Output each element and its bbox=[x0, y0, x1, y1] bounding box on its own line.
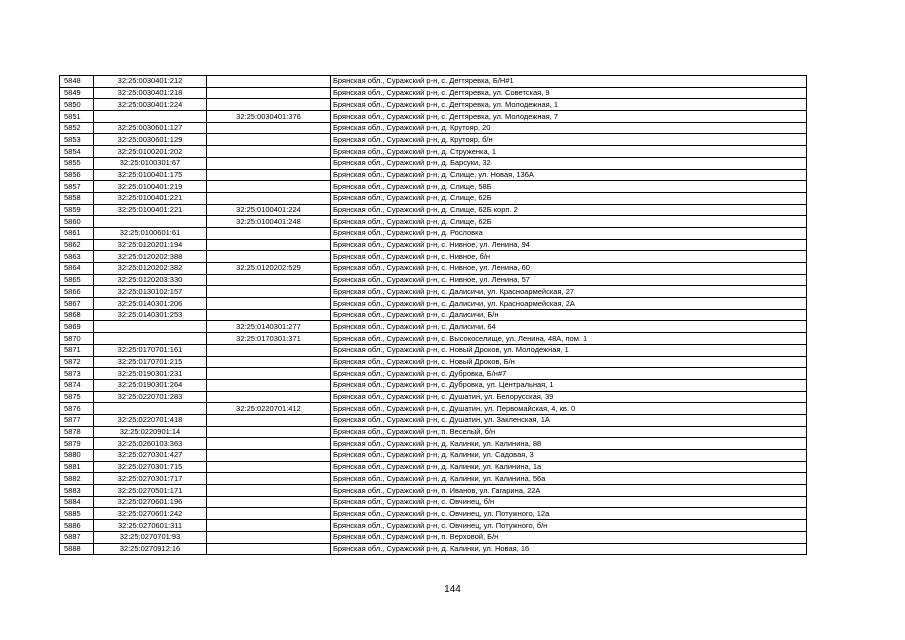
cell-cadastral-number: 32:25:0270301:715 bbox=[94, 461, 207, 473]
cell-cadastral-number bbox=[94, 333, 207, 345]
table-row bbox=[60, 99, 807, 111]
cell-row-number: 5860 bbox=[60, 216, 94, 228]
cell-cadastral-number-secondary bbox=[207, 239, 331, 251]
cell-address: Брянская обл., Суражский р-н, д. Слище, 62Б корп. 2 bbox=[331, 204, 807, 216]
cell-address: Брянская обл., Суражский р-н, с. Новый Дроков, Б/н bbox=[331, 356, 807, 368]
cell-address: Брянская обл., Суражский р-н, д. Барсуки, 32 bbox=[331, 157, 807, 169]
cell-address: Брянская обл., Суражский р-н, с. Дегтяревка, ул. Советская, 9 bbox=[331, 87, 807, 99]
cell-row-number: 5863 bbox=[60, 251, 94, 263]
cell-cadastral-number-secondary bbox=[207, 251, 331, 263]
cell-cadastral-number: 32:25:0030401:212 bbox=[94, 76, 207, 88]
cell-cadastral-number: 32:25:0170701:161 bbox=[94, 344, 207, 356]
cell-row-number: 5882 bbox=[60, 473, 94, 485]
cell-cadastral-number: 32:25:0260103:363 bbox=[94, 438, 207, 450]
cell-cadastral-number-secondary bbox=[207, 450, 331, 462]
cell-address: Брянская обл., Суражский р-н, с. Новый Дроков, ул. Молодежная, 1 bbox=[331, 344, 807, 356]
cell-cadastral-number: 32:25:0140301:253 bbox=[94, 309, 207, 321]
cell-address: Брянская обл., Суражский р-н, с. Далисичи, Б/н bbox=[331, 309, 807, 321]
cell-address: Брянская обл., Суражский р-н, д. Струженка, 1 bbox=[331, 146, 807, 158]
cell-cadastral-number: 32:25:0270301:717 bbox=[94, 473, 207, 485]
cell-address: Брянская обл., Суражский р-н, с. Душатин, ул. Белорусская, 39 bbox=[331, 391, 807, 403]
cell-cadastral-number-secondary bbox=[207, 344, 331, 356]
cell-cadastral-number-secondary bbox=[207, 157, 331, 169]
cell-cadastral-number-secondary: 32:25:0030401:376 bbox=[207, 111, 331, 123]
cell-row-number: 5880 bbox=[60, 450, 94, 462]
cell-cadastral-number: 32:25:0030401:218 bbox=[94, 87, 207, 99]
table-row bbox=[60, 87, 807, 99]
cell-address: Брянская обл., Суражский р-н, д. Слище, 62Б bbox=[331, 216, 807, 228]
cell-row-number: 5851 bbox=[60, 111, 94, 123]
cell-cadastral-number: 32:25:0100601:61 bbox=[94, 227, 207, 239]
cell-row-number: 5881 bbox=[60, 461, 94, 473]
cell-cadastral-number-secondary bbox=[207, 227, 331, 239]
table-row bbox=[60, 333, 807, 345]
cell-cadastral-number: 32:25:0190301:264 bbox=[94, 379, 207, 391]
table-row bbox=[60, 216, 807, 228]
cell-address: Брянская обл., Суражский р-н, с. Овчинец, б/н bbox=[331, 496, 807, 508]
cell-cadastral-number bbox=[94, 216, 207, 228]
cell-cadastral-number bbox=[94, 321, 207, 333]
cell-address: Брянская обл., Суражский р-н, с. Овчинец, ул. Потужного, 12а bbox=[331, 508, 807, 520]
table-row bbox=[60, 496, 807, 508]
cell-row-number: 5884 bbox=[60, 496, 94, 508]
cell-row-number: 5877 bbox=[60, 414, 94, 426]
cell-cadastral-number: 32:25:0120203:330 bbox=[94, 274, 207, 286]
cell-cadastral-number-secondary bbox=[207, 99, 331, 111]
cell-cadastral-number-secondary bbox=[207, 543, 331, 555]
cell-address: Брянская обл., Суражский р-н, д. Слище, 62Б bbox=[331, 192, 807, 204]
cell-cadastral-number-secondary bbox=[207, 122, 331, 134]
table-row bbox=[60, 239, 807, 251]
cell-cadastral-number: 32:25:0100401:221 bbox=[94, 192, 207, 204]
cell-cadastral-number-secondary bbox=[207, 356, 331, 368]
table-row bbox=[60, 473, 807, 485]
cell-cadastral-number-secondary bbox=[207, 520, 331, 532]
table-row bbox=[60, 192, 807, 204]
cell-row-number: 5859 bbox=[60, 204, 94, 216]
cell-address: Брянская обл., Суражский р-н, д. Слище, ул. Новая, 136А bbox=[331, 169, 807, 181]
cell-cadastral-number-secondary bbox=[207, 298, 331, 310]
cell-cadastral-number: 32:25:0100401:175 bbox=[94, 169, 207, 181]
cell-row-number: 5853 bbox=[60, 134, 94, 146]
cell-cadastral-number-secondary bbox=[207, 426, 331, 438]
table-row bbox=[60, 508, 807, 520]
cell-cadastral-number: 32:25:0140301:206 bbox=[94, 298, 207, 310]
cell-cadastral-number-secondary bbox=[207, 368, 331, 380]
cell-cadastral-number-secondary: 32:25:0140301:277 bbox=[207, 321, 331, 333]
table-row bbox=[60, 450, 807, 462]
cell-address: Брянская обл., Суражский р-н, п. Верховой, Б/н bbox=[331, 531, 807, 543]
cell-row-number: 5874 bbox=[60, 379, 94, 391]
cell-cadastral-number-secondary bbox=[207, 274, 331, 286]
table-row bbox=[60, 391, 807, 403]
cell-row-number: 5873 bbox=[60, 368, 94, 380]
cell-row-number: 5887 bbox=[60, 531, 94, 543]
cadastral-table bbox=[59, 75, 807, 555]
cell-address: Брянская обл., Суражский р-н, с. Дегтяревка, ул. Молодежная, 1 bbox=[331, 99, 807, 111]
cell-address: Брянская обл., Суражский р-н, с. Нивное, б/н bbox=[331, 251, 807, 263]
table-body bbox=[60, 76, 807, 555]
cell-address: Брянская обл., Суражский р-н, с. Душатин, ул. Закленская, 1А bbox=[331, 414, 807, 426]
table-row bbox=[60, 298, 807, 310]
cell-row-number: 5869 bbox=[60, 321, 94, 333]
cell-cadastral-number-secondary bbox=[207, 286, 331, 298]
cell-address: Брянская обл., Суражский р-н, д. Рословка bbox=[331, 227, 807, 239]
cell-address: Брянская обл., Суражский р-н, д. Калинки, ул. Садовая, 3 bbox=[331, 450, 807, 462]
table-row bbox=[60, 146, 807, 158]
table-row bbox=[60, 344, 807, 356]
cell-address: Брянская обл., Суражский р-н, с. Нивное, ул. Ленина, 57 bbox=[331, 274, 807, 286]
cell-cadastral-number-secondary bbox=[207, 473, 331, 485]
cell-address: Брянская обл., Суражский р-н, с. Дубровка, ул. Центральная, 1 bbox=[331, 379, 807, 391]
cell-cadastral-number-secondary bbox=[207, 414, 331, 426]
table-row bbox=[60, 263, 807, 275]
cell-cadastral-number bbox=[94, 111, 207, 123]
cell-address: Брянская обл., Суражский р-н, д. Калинки, ул. Калинина, 1а bbox=[331, 461, 807, 473]
cell-cadastral-number: 32:25:0100301:67 bbox=[94, 157, 207, 169]
cell-row-number: 5885 bbox=[60, 508, 94, 520]
cell-address: Брянская обл., Суражский р-н, с. Далисичи, ул. Красноармейская, 27 bbox=[331, 286, 807, 298]
cell-cadastral-number: 32:25:0270601:196 bbox=[94, 496, 207, 508]
cell-cadastral-number-secondary bbox=[207, 181, 331, 193]
cell-cadastral-number-secondary bbox=[207, 192, 331, 204]
cell-cadastral-number: 32:25:0220701:418 bbox=[94, 414, 207, 426]
cell-cadastral-number-secondary bbox=[207, 169, 331, 181]
table-row bbox=[60, 274, 807, 286]
cell-cadastral-number: 32:25:0120201:194 bbox=[94, 239, 207, 251]
cell-address: Брянская обл., Суражский р-н, с. Нивное, ул. Ленина, 94 bbox=[331, 239, 807, 251]
cell-cadastral-number: 32:25:0270501:171 bbox=[94, 485, 207, 497]
cell-cadastral-number-secondary bbox=[207, 531, 331, 543]
cell-address: Брянская обл., Суражский р-н, п. Веселый, б/н bbox=[331, 426, 807, 438]
table-row bbox=[60, 227, 807, 239]
cell-row-number: 5883 bbox=[60, 485, 94, 497]
cell-cadastral-number-secondary bbox=[207, 461, 331, 473]
table-row bbox=[60, 520, 807, 532]
cell-address: Брянская обл., Суражский р-н, д. Калинки, ул. Калинина, 88 bbox=[331, 438, 807, 450]
cell-row-number: 5862 bbox=[60, 239, 94, 251]
cell-address: Брянская обл., Суражский р-н, с. Высокоселище, ул. Ленина, 48А, пом. 1 bbox=[331, 333, 807, 345]
cell-row-number: 5888 bbox=[60, 543, 94, 555]
table-row bbox=[60, 204, 807, 216]
table-row bbox=[60, 157, 807, 169]
cell-row-number: 5872 bbox=[60, 356, 94, 368]
cell-cadastral-number-secondary bbox=[207, 391, 331, 403]
cell-row-number: 5857 bbox=[60, 181, 94, 193]
cell-address: Брянская обл., Суражский р-н, с. Дегтяревка, Б/Н#1 bbox=[331, 76, 807, 88]
cell-row-number: 5849 bbox=[60, 87, 94, 99]
table-row bbox=[60, 309, 807, 321]
cell-cadastral-number-secondary: 32:25:0170301:371 bbox=[207, 333, 331, 345]
cell-address: Брянская обл., Суражский р-н, с. Нивное, ул. Ленина, 60 bbox=[331, 263, 807, 275]
table-row bbox=[60, 356, 807, 368]
cell-cadastral-number: 32:25:0220901:14 bbox=[94, 426, 207, 438]
cell-address: Брянская обл., Суражский р-н, с. Дегтяревка, ул. Молодежная, 7 bbox=[331, 111, 807, 123]
cell-cadastral-number-secondary bbox=[207, 309, 331, 321]
cell-address: Брянская обл., Суражский р-н, с. Дубровка, Б/н#7 bbox=[331, 368, 807, 380]
table-row bbox=[60, 414, 807, 426]
cell-row-number: 5876 bbox=[60, 403, 94, 415]
cell-cadastral-number: 32:25:0270912:16 bbox=[94, 543, 207, 555]
table-row bbox=[60, 531, 807, 543]
cell-cadastral-number-secondary bbox=[207, 508, 331, 520]
page-number: 144 bbox=[444, 584, 461, 595]
cell-cadastral-number-secondary bbox=[207, 485, 331, 497]
cell-row-number: 5868 bbox=[60, 309, 94, 321]
cell-address: Брянская обл., Суражский р-н, с. Далисичи, 64 bbox=[331, 321, 807, 333]
cell-cadastral-number-secondary bbox=[207, 76, 331, 88]
cell-cadastral-number bbox=[94, 403, 207, 415]
cell-address: Брянская обл., Суражский р-н, д. Крутояр, б/н bbox=[331, 134, 807, 146]
cell-cadastral-number: 32:25:0270601:311 bbox=[94, 520, 207, 532]
cell-cadastral-number-secondary bbox=[207, 134, 331, 146]
cell-cadastral-number: 32:25:0130102:157 bbox=[94, 286, 207, 298]
table-row bbox=[60, 181, 807, 193]
cell-row-number: 5855 bbox=[60, 157, 94, 169]
cell-cadastral-number: 32:25:0100201:202 bbox=[94, 146, 207, 158]
table-row bbox=[60, 286, 807, 298]
table-row bbox=[60, 368, 807, 380]
table-row bbox=[60, 485, 807, 497]
table-row bbox=[60, 379, 807, 391]
cell-cadastral-number: 32:25:0030601:127 bbox=[94, 122, 207, 134]
table-row bbox=[60, 134, 807, 146]
cell-row-number: 5864 bbox=[60, 263, 94, 275]
cell-row-number: 5850 bbox=[60, 99, 94, 111]
cell-cadastral-number: 32:25:0220701:283 bbox=[94, 391, 207, 403]
cell-row-number: 5848 bbox=[60, 76, 94, 88]
cell-cadastral-number: 32:25:0030601:129 bbox=[94, 134, 207, 146]
cell-cadastral-number: 32:25:0100401:221 bbox=[94, 204, 207, 216]
table-row bbox=[60, 426, 807, 438]
cell-cadastral-number: 32:25:0190301:231 bbox=[94, 368, 207, 380]
cell-row-number: 5852 bbox=[60, 122, 94, 134]
cell-address: Брянская обл., Суражский р-н, с. Далисичи, ул. Красноармейская, 2А bbox=[331, 298, 807, 310]
cell-row-number: 5871 bbox=[60, 344, 94, 356]
cell-row-number: 5856 bbox=[60, 169, 94, 181]
cell-cadastral-number: 32:25:0270601:242 bbox=[94, 508, 207, 520]
cell-cadastral-number-secondary bbox=[207, 438, 331, 450]
cell-row-number: 5865 bbox=[60, 274, 94, 286]
cell-row-number: 5886 bbox=[60, 520, 94, 532]
cell-row-number: 5866 bbox=[60, 286, 94, 298]
cell-row-number: 5854 bbox=[60, 146, 94, 158]
cell-address: Брянская обл., Суражский р-н, д. Калинки, ул. Калинина, 56а bbox=[331, 473, 807, 485]
table-row bbox=[60, 403, 807, 415]
cell-cadastral-number: 32:25:0120202:382 bbox=[94, 263, 207, 275]
cell-row-number: 5879 bbox=[60, 438, 94, 450]
cell-cadastral-number: 32:25:0270301:427 bbox=[94, 450, 207, 462]
cell-row-number: 5875 bbox=[60, 391, 94, 403]
table-row bbox=[60, 122, 807, 134]
table-row bbox=[60, 169, 807, 181]
table-row bbox=[60, 76, 807, 88]
table-row bbox=[60, 321, 807, 333]
cell-cadastral-number-secondary: 32:25:0100401:248 bbox=[207, 216, 331, 228]
cell-address: Брянская обл., Суражский р-н, п. Иванов, ул. Гагарина, 22А bbox=[331, 485, 807, 497]
cell-row-number: 5867 bbox=[60, 298, 94, 310]
cell-row-number: 5858 bbox=[60, 192, 94, 204]
cell-cadastral-number: 32:25:0270701:93 bbox=[94, 531, 207, 543]
cell-address: Брянская обл., Суражский р-н, с. Овчинец, ул. Потужного, б/н bbox=[331, 520, 807, 532]
table-row bbox=[60, 111, 807, 123]
cell-cadastral-number-secondary bbox=[207, 146, 331, 158]
table-row bbox=[60, 438, 807, 450]
cell-cadastral-number: 32:25:0170701:215 bbox=[94, 356, 207, 368]
cell-row-number: 5870 bbox=[60, 333, 94, 345]
cell-cadastral-number-secondary bbox=[207, 379, 331, 391]
table-row bbox=[60, 251, 807, 263]
cell-cadastral-number: 32:25:0030401:224 bbox=[94, 99, 207, 111]
table-row bbox=[60, 543, 807, 555]
cell-cadastral-number-secondary bbox=[207, 496, 331, 508]
cell-row-number: 5878 bbox=[60, 426, 94, 438]
cell-cadastral-number-secondary: 32:25:0100401:224 bbox=[207, 204, 331, 216]
cell-cadastral-number: 32:25:0100401:219 bbox=[94, 181, 207, 193]
cell-cadastral-number-secondary: 32:25:0220701:412 bbox=[207, 403, 331, 415]
cell-address: Брянская обл., Суражский р-н, с. Душатин, ул. Первомайская, 4, кв. 0 bbox=[331, 403, 807, 415]
cell-cadastral-number: 32:25:0120202:388 bbox=[94, 251, 207, 263]
cell-address: Брянская обл., Суражский р-н, д. Крутояр, 20 bbox=[331, 122, 807, 134]
cell-address: Брянская обл., Суражский р-н, д. Калинки, ул. Новая, 16 bbox=[331, 543, 807, 555]
cell-row-number: 5861 bbox=[60, 227, 94, 239]
cell-cadastral-number-secondary: 32:25:0120202:529 bbox=[207, 263, 331, 275]
cell-cadastral-number-secondary bbox=[207, 87, 331, 99]
cell-address: Брянская обл., Суражский р-н, д. Слище, 58Б bbox=[331, 181, 807, 193]
table-row bbox=[60, 461, 807, 473]
